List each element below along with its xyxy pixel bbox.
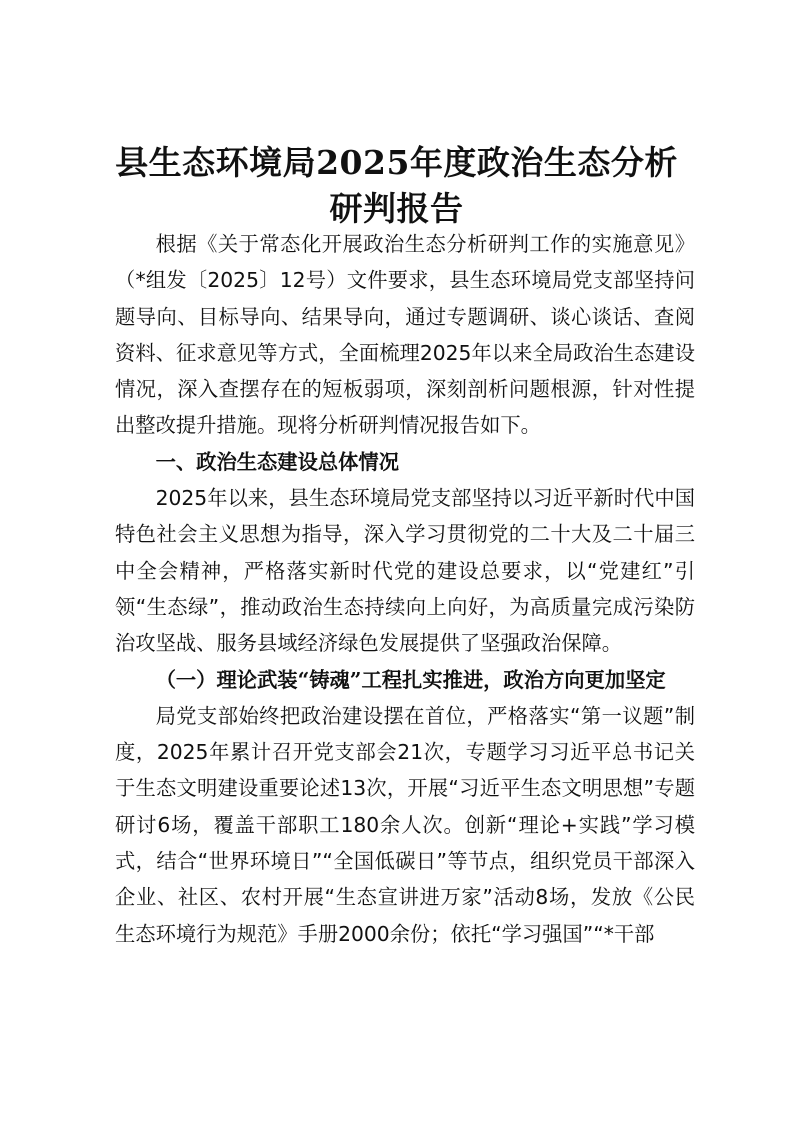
intro-paragraph: 根据《关于常态化开展政治生态分析研判工作的实施意见》（*组发〔2025〕12号）文件要求，县生态环境局党支部坚持问题导向、目标导向、结果导向，通过专题调研、谈心谈话、查阅资料、征求意见等方式，全面梳理2025年以来全局政治生态建设情况，深入查摆存在的短板弱项，深刻剖析问题根源，针对性提出整改提升措施。现将分析研判情况报告如下。 <box>115 232 695 438</box>
section-heading-1: 一、政治生态建设总体情况 <box>155 449 399 474</box>
document-body <box>115 226 695 952</box>
document-title: 县生态环境局2025年度政治生态分析研判报告 <box>115 143 678 228</box>
section-1-paragraph: 2025年以来，县生态环境局党支部坚持以习近平新时代中国特色社会主义思想为指导，深入学习贯彻党的二十大及二十届三中全会精神，严格落实新时代党的建设总要求，以“党建红”引领“生态绿”，推动政治生态持续向上向好，为高质量完成污染防治攻坚战、服务县域经济绿色发展提供了坚强政治保障。 <box>115 486 695 656</box>
subsection-heading-1: （一）理论武装“铸魂”工程扎实推进，政治方向更加坚定 <box>155 667 666 692</box>
subsection-1-paragraph: 局党支部始终把政治建设摆在首位，严格落实“第一议题”制度，2025年累计召开党支部会21次，专题学习习近平总书记关于生态文明建设重要论述13次，开展“习近平生态文明思想”专题研讨6场，覆盖干部职工180余人次。创新“理论+实践”学习模式，结合“世界环境日”“全国低碳日”等节点，组织党员干部深入企业、社区、农村开展“生态宣讲进万家”活动8场，发放《公民生态环境行为规范》手册2000余份；依托“学习强国”“*干部 <box>115 703 695 946</box>
